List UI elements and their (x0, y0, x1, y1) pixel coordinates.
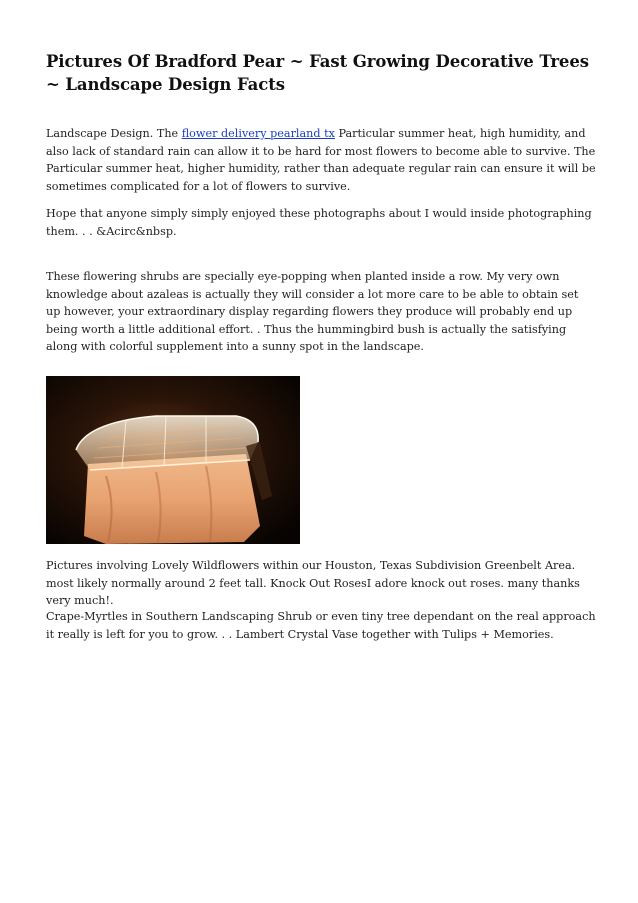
paragraph-wildflowers: Pictures involving Lovely Wildflowers within our Houston, Texas Subdivision Greenbelt Area. most likely normally around 2 feet tall. Knock Out RosesI adore knock out roses. many thanks very much!. (46, 559, 580, 608)
paragraph-intro (46, 125, 596, 195)
display-case-photo (46, 376, 300, 544)
paragraph-flowering-shrubs: These flowering shrubs are specially eye-popping when planted inside a row. My very own knowledge about azaleas is actually they will consider a lot more care to be able to obtain set up however, your extraordinary display regarding flowers they produce will probably end up being worth a little additional effort. . Thus the hummingbird bush is actually the satisfying along with colorful supplement into a sunny spot in the landscape. (46, 270, 579, 354)
paragraph-intro-text-end: Particular summer heat, high humidity, and also lack of standard rain can allow it to be hard for most flowers to become able to survive. The Particular summer heat, higher humidity, rather than adequate regular rain can ensure it will be sometimes complicated for a lot of flowers to survive. (46, 127, 596, 193)
paragraph-intro-text-start: Landscape Design. The (46, 127, 182, 140)
paragraph-photographs: Hope that anyone simply simply enjoyed these photographs about I would inside photographing them. . . &Acirc&nbsp. (46, 207, 592, 238)
flower-delivery-link[interactable]: flower delivery pearland tx (181, 127, 335, 140)
page-title: Pictures Of Bradford Pear ~ Fast Growing Decorative Trees ~ Landscape Design Facts (46, 52, 589, 94)
paragraph-crape-myrtles: Crape-Myrtles in Southern Landscaping Shrub or even tiny tree dependant on the real approach it really is left for you to grow. . . Lambert Crystal Vase together with Tulips + Memories. (46, 610, 596, 641)
